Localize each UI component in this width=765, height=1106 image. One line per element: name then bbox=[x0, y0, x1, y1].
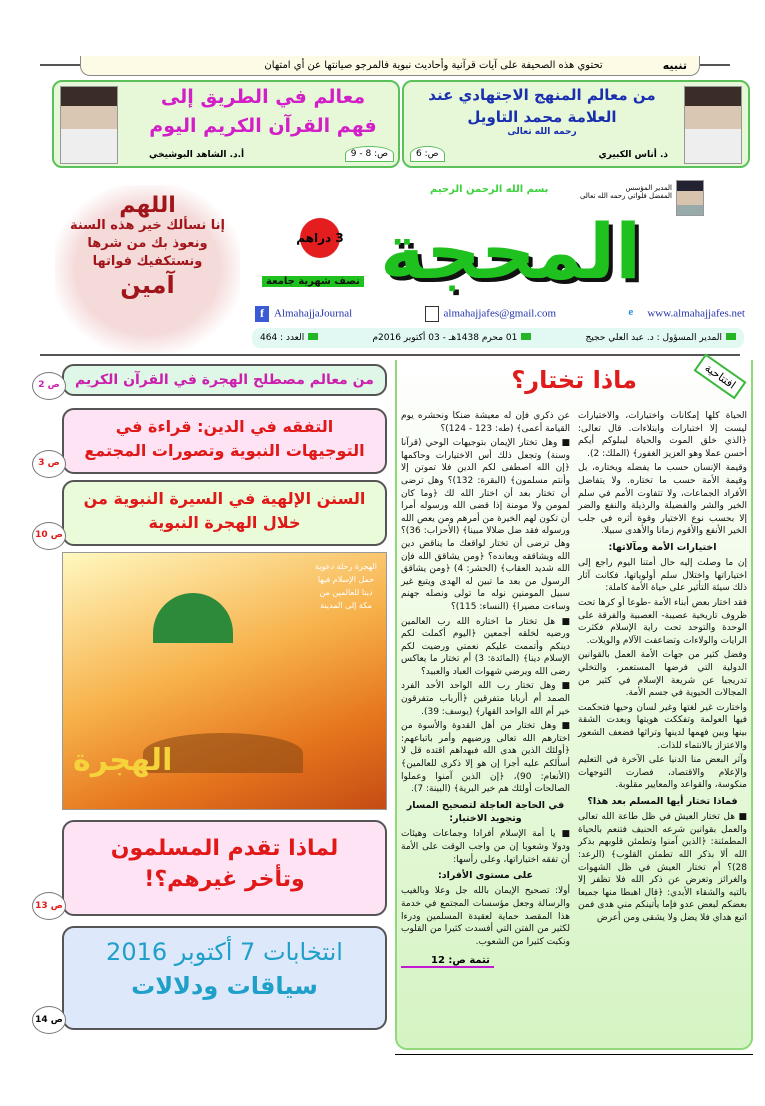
issue-date: 01 محرم 1438هـ - 03 أكتوبر 2016م bbox=[372, 333, 518, 343]
paragraph: أولا: تصحيح الإيمان بالله جل وعلا وبالغيب والرسالة وجعل مؤسسات المجتمع في خدمة هذا المقصد حماية لعقيدة المسلمين ودرءا لكثير من الفتن التي أفسدت كثيرا من القلوب ونكبت كثيرا من الشعوب. bbox=[401, 886, 570, 947]
email-link[interactable]: almahajjafes@gmail.com bbox=[425, 306, 556, 322]
price-badge: 3 دراهم bbox=[300, 218, 340, 258]
features-column bbox=[35, 364, 387, 1030]
divider bbox=[40, 354, 740, 356]
section-heading: فماذا تختار أيها المسلم بعد هذا؟ bbox=[587, 795, 738, 807]
page-ref: ص: 8 - 9 bbox=[345, 146, 394, 162]
feature-title-2: سياقات ودلالات bbox=[131, 972, 318, 1001]
notice-bar bbox=[80, 56, 700, 76]
page-number: ص 14 bbox=[32, 1006, 66, 1034]
prayer-line: إنا نسألك خير هذه السنة bbox=[69, 218, 226, 233]
feature-box-divine-laws[interactable] bbox=[35, 480, 387, 546]
issue-info-bar bbox=[252, 328, 744, 348]
paragraph: وقيمة الإنسان حسب ما يفضله ويختاره، بل وقيمة الأمة حسب ما تختاره. ولا يتفاضل الأفراد الجماعات، ولا تتفاوت الأمم في سلم الخير والشر والفضيلة والرذيلة والنفع والضر إلا بحسب نوع الاختيار وقوة أثره في جلب الخير الأنفع والأقوم زمانا والأهدى سبيلا. bbox=[578, 463, 747, 537]
paragraph: ■ وهل تختار من أهل القدوة والأسوة من اختارهم الله تعالى ورضيهم وأمر باتباعهم: ﴿أولئك الذين هدى الله فبهداهم اقتده قل لا أسألكم عليه أجرا إن هو إلا ذكرى للعالمين﴾ (الأنعام: 90)، ﴿إن الذين آمنوا وعملوا الصالحات أولئك هم خير البرية﴾ (البينة: 7). bbox=[401, 721, 570, 795]
page-number: ص 3 bbox=[32, 450, 66, 478]
section-heading: اختيارات الأمة ومآلاتها: bbox=[608, 541, 717, 553]
facebook-link[interactable]: f AlmahajjaJournal bbox=[255, 306, 352, 322]
browser-icon: e bbox=[628, 306, 634, 318]
feature-title-2: فهم القرآن الكريم اليوم bbox=[149, 114, 377, 137]
feature-title: من معالم مصطلح الهجرة في القرآن الكريم bbox=[75, 372, 374, 388]
header-feature-left[interactable] bbox=[52, 80, 400, 168]
paragraph: فقد اختار بعض أبناء الأمة -طوعا أو كرها تحت ظروف تاريخية عصيبة- العصبية والفرقة على الوحدة والتوحد تحت راية الإسلام فكثرت الرايات والولاءات وتضاعفت الآلام والويلات. bbox=[578, 598, 747, 646]
feature-box-hijra-term[interactable] bbox=[38, 364, 387, 396]
feature-title: لماذا تقدم المسلمون وتأخر غيرهم؟! bbox=[110, 836, 339, 892]
director: المدير المسؤول : د. عبد العلي حجيج bbox=[585, 333, 722, 343]
notice-label: تنبيه bbox=[662, 59, 687, 72]
paragraph: ■ هل تختار ما اختاره الله رب العالمين ورضيه لخلقه أجمعين ﴿اليوم أكملت لكم دينكم وأتممت عليكم نعمتي ورضيت لكم الإسلام دينا﴾ (المائدة: 3) أم تختار ما يعاكس رضى الله ويرضي شهوات العباد والعبيد؟ bbox=[401, 616, 570, 677]
prayer-line: ونعوذ بك من شرها bbox=[87, 236, 208, 251]
paragraph: ■ هل تختار العيش في ظل طاعة الله تعالى والعمل بقوانين شرعه الحنيف فتنعم بالحياة المطمئنة: ﴿الذين آمنوا وتطمئن قلوبهم بذكر الله ألا بذكر الله تطمئن القلوب﴾ (الرعد: 28)؟ أم تختار العيش في ظل الشهوات والغرائز وتعرض عن ذكر الله فلا تظفر إلا بالتيه والشقاء الأبدي: ﴿قال اهبطا منها جميعا بعضكم لبعض عدو فإما يأتينكم مني هدى فمن اتبع هداي فلا يضل ولا يشقى ومن أعرض bbox=[578, 812, 747, 923]
hijra-poem: الهجرة رحلة دعوية حمل الإسلام فيها دينا للعالمين من مكة إلى المدينة bbox=[315, 562, 377, 610]
feature-box-why-muslims[interactable] bbox=[35, 820, 387, 916]
feature-title: السنن الإلهية في السيرة النبوية من خلال الهجرة النبوية bbox=[83, 489, 366, 533]
section-heading: على مستوى الأفراد: bbox=[437, 870, 534, 882]
hijra-caption: الهجرة bbox=[73, 743, 173, 779]
section-heading: في الحاجة العاجلة لتصحيح المسار وتجويد الاختيار: bbox=[406, 799, 565, 825]
notice-text: تحتوي هذه الصحيفة على آيات قرآنية وأحاديث نبوية فالمرجو صيانتها عن أي امتهان bbox=[264, 60, 603, 71]
facebook-icon: f bbox=[255, 306, 269, 322]
author-photo bbox=[60, 86, 118, 164]
prayer-line: ونستكفيك فواتها bbox=[92, 254, 203, 269]
basmala: بسم الله الرحمن الرحيم bbox=[430, 184, 549, 195]
page-ref: ص: 6 bbox=[410, 146, 445, 162]
page-number: ص 10 bbox=[32, 522, 66, 550]
prayer-line: آمين bbox=[120, 271, 175, 299]
paragraph: واختارت غير لغتها وغير لسان وحيها فتحكمت فيها العولمة وتفككت هويتها وبعدت الشقة بينها وبين فهمها لدينها وتراثها فضعف الشعور والاعتزاز بالانتماء للذات. bbox=[578, 702, 747, 751]
feature-title: التفقه في الدين: قراءة في التوجيهات النبوية وتصورات المجتمع bbox=[84, 417, 365, 461]
founder-label: المدير المؤسس bbox=[625, 184, 672, 192]
feature-title: من معالم المنهج الاجتهادي عند bbox=[428, 86, 656, 104]
feature-author: ذ. أناس الكبيري bbox=[598, 150, 668, 160]
feature-author: أ.د. الشاهد البوشيخي bbox=[149, 150, 245, 160]
founder-info bbox=[560, 184, 672, 200]
editorial-section bbox=[395, 360, 753, 1055]
editorial-columns bbox=[401, 410, 747, 948]
paragraph: وآثر البعض منا الدنيا على الآخرة في التعليم والإعلام والاقتصاد، فصارت التوجهات منكوسة، والقواعد والمعايير مقلوبة. bbox=[578, 755, 747, 791]
feature-box-tafaqquh[interactable] bbox=[38, 408, 387, 474]
hijra-illustration bbox=[62, 552, 387, 810]
paragraph: وفضل كثير من جهات الأمة العمل بالقوانين الدولية التي فرضها المستعمر، والتخلي تدريجيا عن شريعة الإسلام في كثير من المجالات الحيوية في جسم الأمة. bbox=[578, 650, 747, 699]
paragraph: ■ يا أمة الإسلام أفرادا وجماعات وهيئات ودولا وشعوبا إن من واجب الوقت على الأمة أن تفقه اختياراتها، وعلى رأسها: bbox=[401, 829, 570, 865]
feature-title: انتخابات 7 أكتوبر 2016 bbox=[106, 938, 343, 967]
editorial-tag: افتتاحية bbox=[693, 353, 746, 399]
contact-line bbox=[255, 306, 745, 322]
paragraph: الحياة كلها إمكانات واختيارات، والاختيارات ليست إلا اختبارات وابتلاءات. قال تعالى: ﴿الذي خلق الموت والحياة ليبلوكم أيكم أحسن عملا وهو العزيز الغفور﴾ (الملك: 2). bbox=[578, 411, 747, 459]
feature-title: معالم في الطريق إلى bbox=[160, 86, 366, 108]
prayer-line: اللهم bbox=[119, 193, 176, 218]
mail-icon bbox=[425, 306, 439, 322]
header-feature-right[interactable] bbox=[402, 80, 750, 168]
founder-photo bbox=[676, 180, 704, 216]
continued-link[interactable]: تتمة ص: 12 bbox=[401, 955, 494, 968]
paragraph: عن ذكري فإن له معيشة ضنكا ونحشره يوم القيامة أعمى﴾ (طه: 123 - 124)؟ bbox=[401, 411, 570, 434]
prayer-image bbox=[55, 185, 240, 353]
issue-number: العدد : 464 bbox=[260, 333, 305, 343]
feature-box-elections[interactable] bbox=[35, 926, 387, 1030]
page-number: ص 2 bbox=[32, 372, 66, 400]
feature-title-2: العلامة محمد التاويل bbox=[467, 108, 617, 126]
dome-icon bbox=[153, 593, 233, 643]
founder-name: المفضل فلواتي رحمه الله تعالى bbox=[579, 192, 672, 200]
feature-subtitle: رحمه الله تعالى bbox=[507, 127, 577, 137]
tagline: نصف شهرية جامعة bbox=[262, 276, 364, 287]
page-number: ص 13 bbox=[32, 892, 66, 920]
newspaper-logo: المحجة bbox=[380, 207, 642, 296]
editorial-title: ماذا تختار؟ bbox=[511, 366, 637, 394]
website-link[interactable]: e www.almahajjafes.net bbox=[628, 306, 745, 322]
paragraph: إن ما وصلت إليه حال أمتنا اليوم راجع إلى اختياراتها واختلال سلم أولوياتها، فكانت آثار ذلك سيئة التأثير على حياة الأمة كاملة: bbox=[578, 558, 747, 594]
editorial-box bbox=[395, 360, 753, 1050]
divider bbox=[395, 1054, 753, 1055]
author-photo bbox=[684, 86, 742, 164]
paragraph: ■ وهل تختار رب الله الواحد الأحد الفرد الصمد أم أربابا متفرقين ﴿أأرباب متفرقون خير أم الله الواحد القهار﴾ (يوسف: 39). bbox=[401, 681, 570, 717]
paragraph: ■ وهل تختار الإيمان بتوجيهات الوحي (قرآنا وسنة) وتجعل ذلك أس الاختيارات وحاكمها ﴿إن الله اصطفى لكم الدين فلا تموتن إلا وأنتم مسلمون﴾ (البقرة: 132)؟ وهل ترضى أن تختار بعد أن اختار الله لك ﴿وما كان لمومن ولا مومنة إذا قضى الله ورسوله أمرا أن تكون لهم الخيرة من أمرهم ومن يعص الله ورسوله فقد ضل ضلالا مبينا﴾ (الأحزاب: 36)؟ وهل ترضى أن تختار لواقعك ما يناقض دين الله ويشاققه ويعانده؟ ﴿ومن يشاقق الله فإن الله شديد العقاب﴾ (الحشر: 4) ﴿ومن يشاقق الرسول من بعد ما تبين له الهدى ويتبع غير سبيل المومنين نوله ما تولى ونصله جهنم وساءت مصيرا﴾ (النساء: 115)؟ bbox=[401, 438, 571, 612]
